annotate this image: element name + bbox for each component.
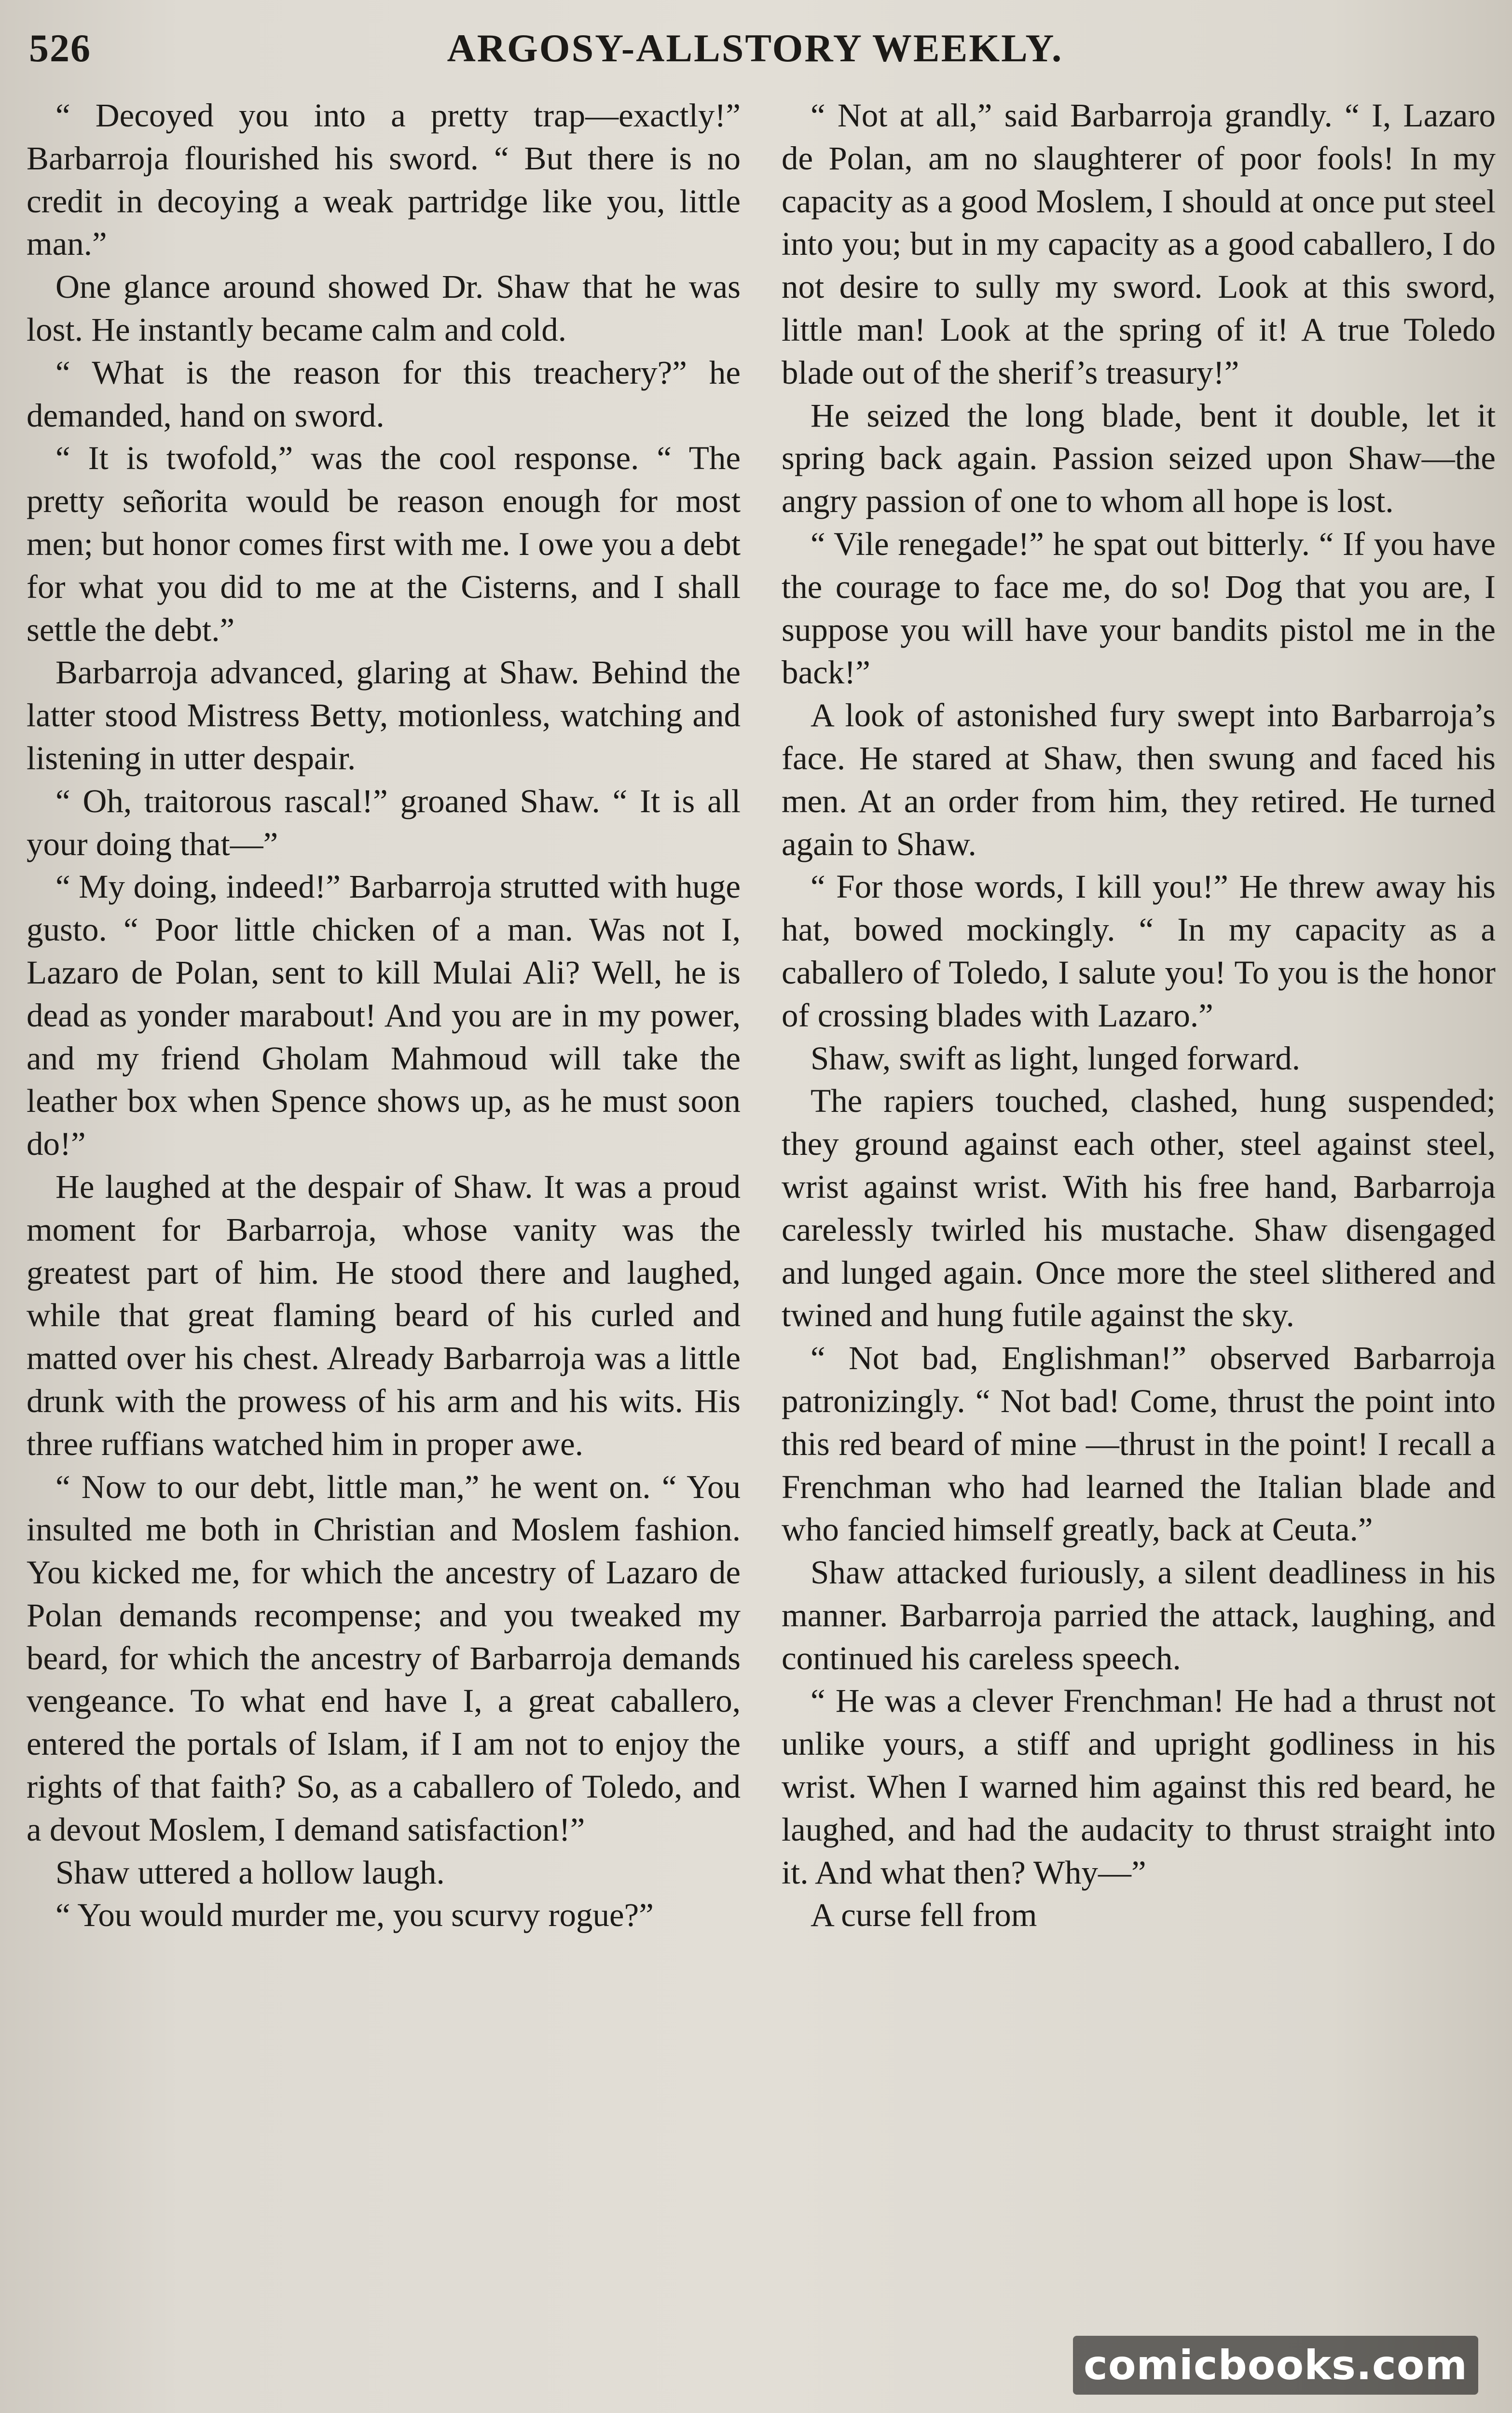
page-number: 526 [29, 26, 91, 70]
paragraph: “ For those words, I kill you!” He threw away his hat, bowed mockingly. “ In my capacity as a caballero of Toledo, I salute you! To you is the honor of crossing blades with Lazaro.” [782, 868, 1496, 1034]
paragraph: Shaw attacked furiously, a silent deadliness in his manner. Barbarroja parried the attack, laughing, and continued his careless speech. [782, 1554, 1496, 1677]
paragraph: “ He was a clever Frenchman! He had a thrust not unlike yours, a stiff and upright godliness in his wrist. When I warned him against this red beard, he laughed, and had the audacity to thrust straight into it. And what then? Why—” [782, 1682, 1496, 1891]
paragraph: “ What is the reason for this treachery?” he demanded, hand on sword. [27, 354, 741, 434]
paragraph: He seized the long blade, bent it double, let it spring back again. Passion seized upon Shaw—the angry passion of one to whom all hope is lost. [782, 397, 1496, 520]
paragraph: “ Oh, traitorous rascal!” groaned Shaw. “ It is all your doing that—” [27, 782, 741, 862]
paragraph: Barbarroja advanced, glaring at Shaw. Behind the latter stood Mistress Betty, motionless, watching and listening in utter despair. [27, 654, 741, 777]
page-header [29, 19, 1481, 77]
paragraph: The rapiers touched, clashed, hung suspended; they ground against each other, steel against steel, wrist against wrist. With his free hand, Barbarroja carelessly twirled his mustache. Shaw disengaged and lunged again. Once more the steel slithered and twined and hung futile against the sky. [782, 1082, 1496, 1334]
paragraph: One glance around showed Dr. Shaw that he was lost. He instantly became calm and cold. [27, 268, 741, 348]
paragraph: “ Decoyed you into a pretty trap—exactly!” Barbarroja flourished his sword. “ But there is no credit in decoying a weak partridge like you, little man.” [27, 97, 741, 263]
paragraph: “ Vile renegade!” he spat out bitterly. “ If you have the courage to face me, do so! Dog that you are, I suppose you will have your bandits pistol me in the back!” [782, 525, 1496, 691]
paragraph: “ Not bad, Englishman!” observed Barbarroja patronizingly. “ Not bad! Come, thrust the point into this red beard of mine —thrust in the point! I recall a Frenchman who had learned the Italian blade and who fancied himself greatly, back at Ceuta.” [782, 1340, 1496, 1548]
watermark: comicbooks.com [1073, 2336, 1478, 2395]
paragraph: “ My doing, indeed!” Barbarroja strutted with huge gusto. “ Poor little chicken of a man. Was not I, Lazaro de Polan, sent to kill Mulai Ali? Well, he is dead as yonder marabout! And you are in my power, and my friend Gholam Mahmoud will take the leather box when Spence shows up, as he must soon do!” [27, 868, 741, 1163]
paragraph: “ It is twofold,” was the cool response. “ The pretty señorita would be reason enough for most men; but honor comes first with me. I owe you a debt for what you did to me at the Cisterns, and I shall settle the debt.” [27, 440, 741, 648]
right-column [782, 94, 1496, 2406]
paragraph: He laughed at the despair of Shaw. It was a proud moment for Barbarroja, whose vanity was the greatest part of him. He stood there and laughed, while that great flaming beard of his curled and matted over his chest. Already Barbarroja was a little drunk with the prowess of his arm and his wits. His three ruffians watched him in proper awe. [27, 1168, 741, 1462]
running-head-title: ARGOSY-ALLSTORY WEEKLY. [447, 26, 1063, 70]
paragraph: “ Not at all,” said Barbarroja grandly. “ I, Lazaro de Polan, am no slaughterer of poor fools! In my capacity as a good Moslem, I should at once put steel into you; but in my capacity as a good caballero, I do not desire to sully my sword. Look at this sword, little man! Look at the spring of it! A true Toledo blade out of the sherif’s treasury!” [782, 97, 1496, 391]
paragraph: A curse fell from [811, 1897, 1037, 1934]
paragraph: “ You would murder me, you scurvy rogue?” [55, 1897, 654, 1934]
paragraph: Shaw, swift as light, lunged forward. [811, 1040, 1301, 1077]
paragraph: “ Now to our debt, little man,” he went on. “ You insulted me both in Christian and Moslem fashion. You kicked me, for which the ancestry of Lazaro de Polan demands recompense; and you tweaked my beard, for which the ancestry of Barbarroja demands vengeance. To what end have I, a great caballero, entered the portals of Islam, if I am not to enjoy the rights of that faith? So, as a caballero of Toledo, and a devout Moslem, I demand satisfaction!” [27, 1468, 741, 1848]
paragraph: Shaw uttered a hollow laugh. [55, 1854, 445, 1891]
paragraph: A look of astonished fury swept into Barbarroja’s face. He stared at Shaw, then swung and faced his men. At an order from him, they retired. He turned again to Shaw. [782, 697, 1496, 862]
left-column [27, 94, 741, 2406]
